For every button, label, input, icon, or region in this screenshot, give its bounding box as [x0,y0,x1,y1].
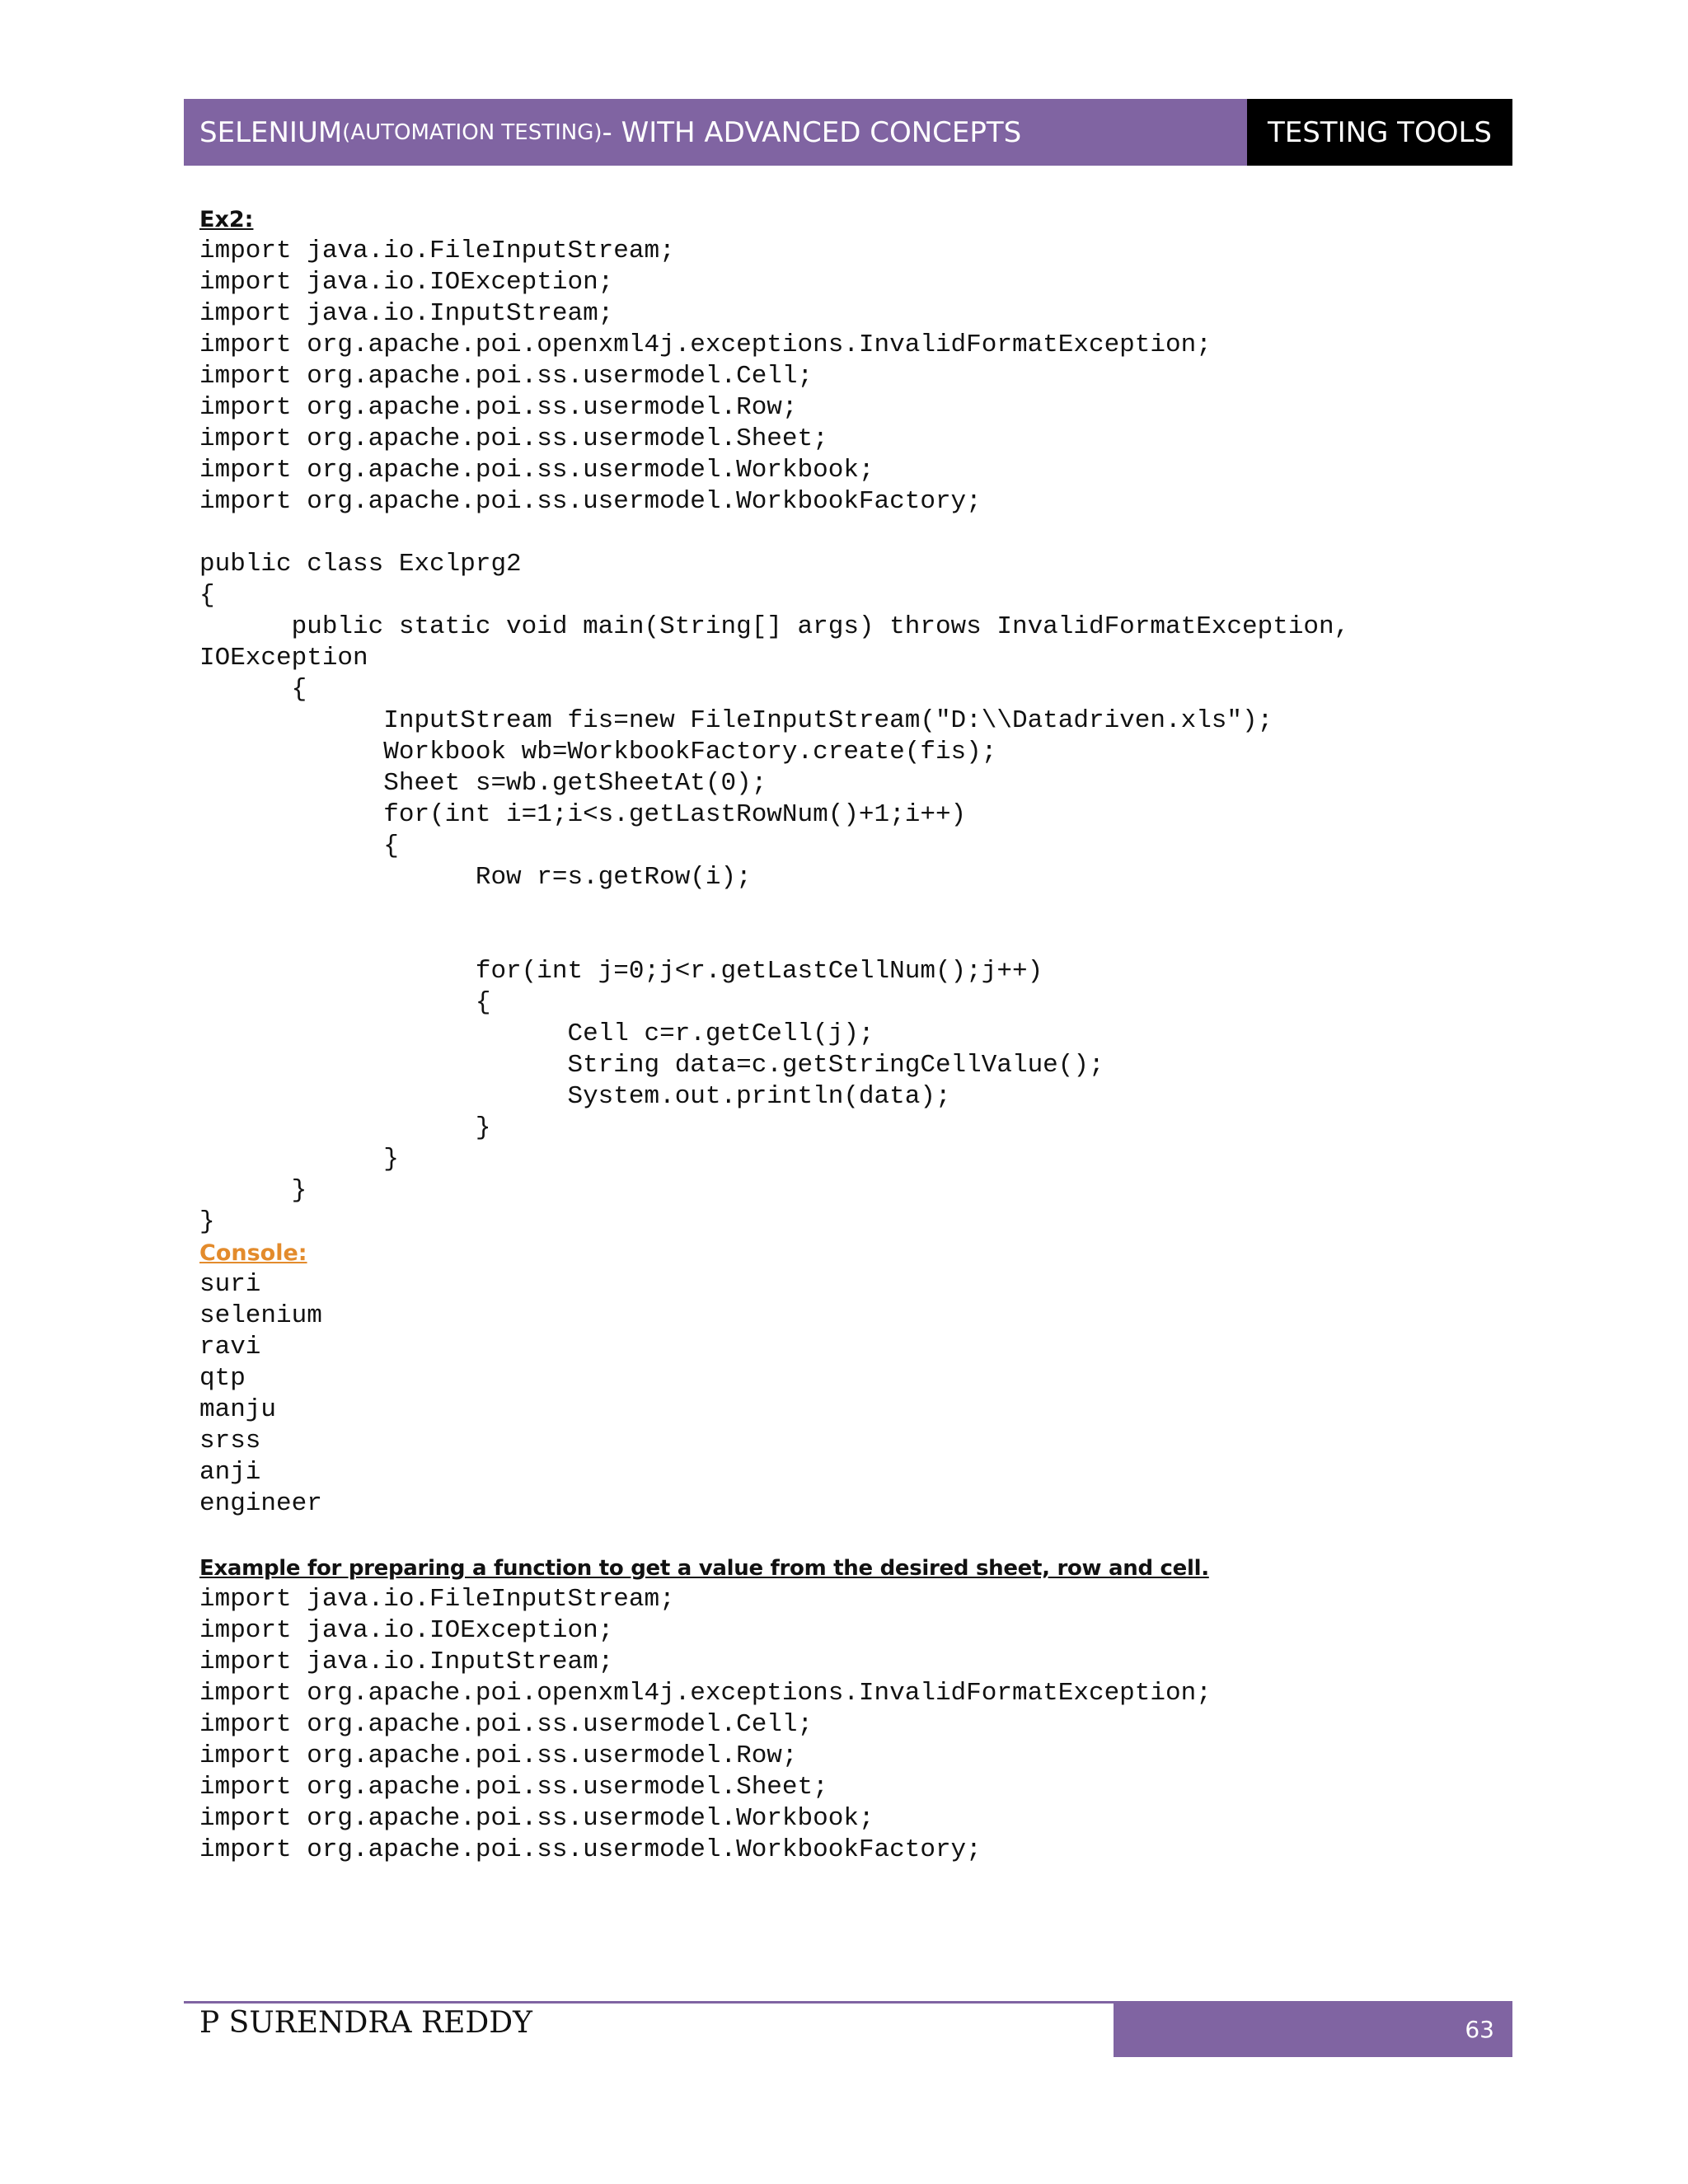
page-content [199,204,1502,1866]
header-title-rest: - WITH ADVANCED CONCEPTS [602,115,1022,149]
code-line: import org.apache.poi.ss.usermodel.Row; [199,393,798,422]
console-line: srss [199,1427,261,1455]
console-line: anji [199,1458,261,1487]
code-line: import org.apache.poi.ss.usermodel.Cell; [199,362,814,391]
code-line: import org.apache.poi.ss.usermodel.Row; [199,1741,798,1770]
code-line: import java.io.InputStream; [199,299,614,328]
console-line: ravi [199,1333,261,1361]
footer-divider [184,2001,1114,2004]
code-line: import org.apache.poi.ss.usermodel.Sheet; [199,424,828,453]
code-line: import java.io.InputStream; [199,1647,614,1676]
code-line: import org.apache.poi.ss.usermodel.Cell; [199,1710,814,1739]
code-line: import java.io.IOException; [199,268,614,297]
page-header [184,99,1512,166]
code-line: import org.apache.poi.openxml4j.exceptions.InvalidFormatException; [199,1679,1212,1708]
example2-heading: Ex2: [199,207,254,232]
example2-imports [199,236,1502,518]
code-line: import org.apache.poi.openxml4j.exceptions.InvalidFormatException; [199,330,1212,359]
console-line: manju [199,1395,277,1424]
example3-imports [199,1584,1502,1866]
console-line: selenium [199,1301,322,1330]
console-heading: Console: [199,1240,307,1266]
header-title-main: SELENIUM [199,115,343,149]
console-line: qtp [199,1364,246,1393]
code-line: import java.io.IOException; [199,1616,614,1645]
code-line: import org.apache.poi.ss.usermodel.Workbook; [199,456,874,485]
code-line: import java.io.FileInputStream; [199,1585,675,1614]
console-line: suri [199,1270,261,1299]
code-line: import org.apache.poi.ss.usermodel.Sheet; [199,1773,828,1802]
code-line: import org.apache.poi.ss.usermodel.WorkbookFactory; [199,487,982,516]
footer-page-number: 63 [1114,2001,1512,2057]
example2-class-code: public class Exclprg2 { public static void main(String[] args) throws InvalidFormatException, IOException { InputStream fis=new FileInputStream("D:\\Datadriven.xls"); Workbook wb=WorkbookFactory.create(fis); Sheet s=wb.getSheetAt(0); for(int i=1;i<s.getLastRowNum()+1;i++) { Row r=s.getRow(i); for(int j=0;j<r.getLastCellNum();j++) { Cell c=r.getCell(j); String data=c.getStringCellValue(); System.out.println(data); } } } } [199,550,1350,1236]
code-line: import org.apache.poi.ss.usermodel.Workbook; [199,1804,874,1833]
console-output [199,1269,1502,1520]
header-title-paren: (AUTOMATION TESTING) [342,120,603,145]
header-section: TESTING TOOLS [1247,99,1512,166]
code-line: import java.io.FileInputStream; [199,237,675,265]
example3-heading: Example for preparing a function to get a value from the desired sheet, row and cell. [199,1556,1209,1581]
console-line: engineer [199,1489,322,1518]
header-title [184,99,1247,166]
code-line: import org.apache.poi.ss.usermodel.WorkbookFactory; [199,1835,982,1864]
footer-author: P SURENDRA REDDY [199,2006,532,2040]
